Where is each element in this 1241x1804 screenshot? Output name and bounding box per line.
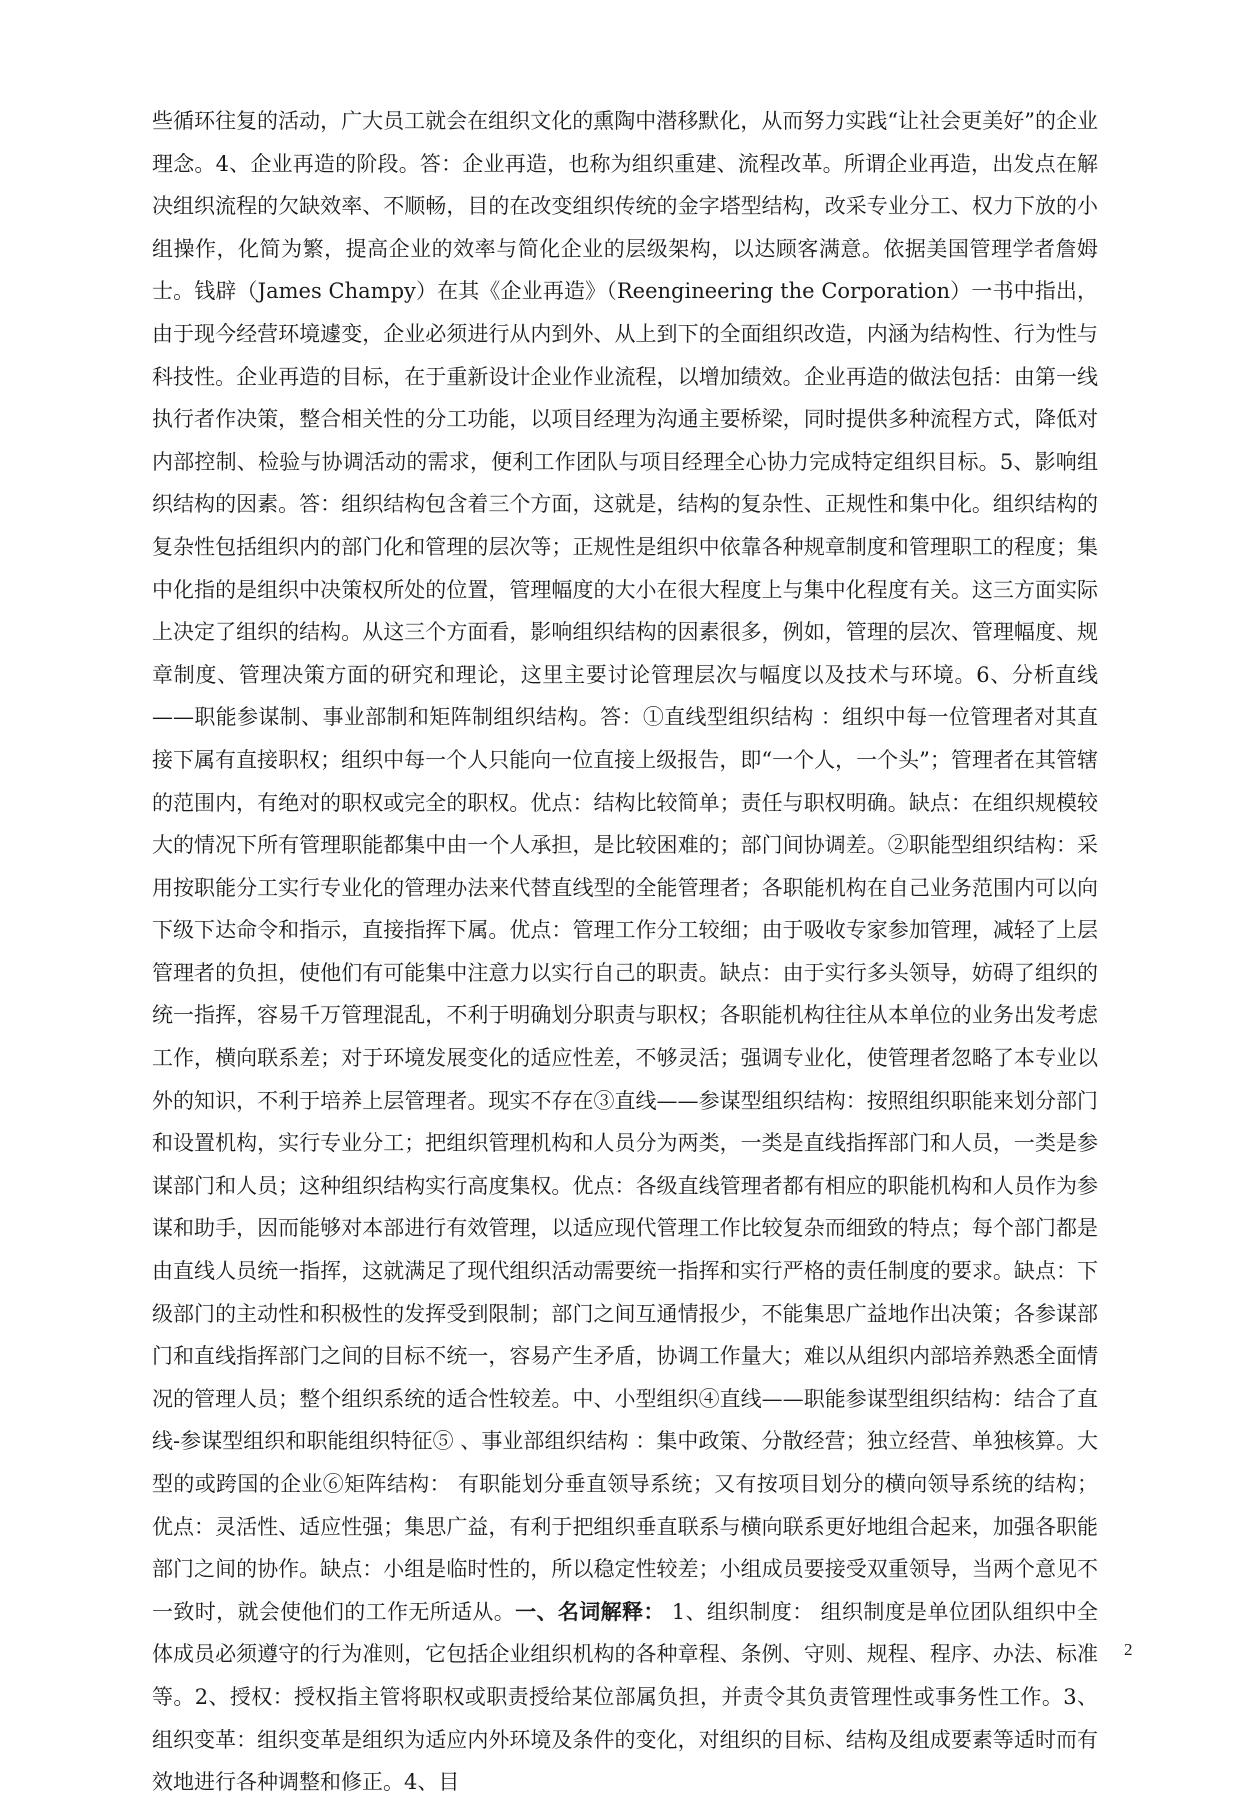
body-text-part-1: 些循环往复的活动，广大员工就会在组织文化的熏陶中潜移默化，从而努力实践“让社会更美好”的企业理念。4、企业再造的阶段。答：企业再造，也称为组织重建、流程改革。所谓企业再造，出发点在解决组织流程的欠缺效率、不顺畅，目的在改变组织传统的金字塔型结构，改采专业分工、权力下放的小组操作，化简为繁，提高企业的效率与简化企业的层级架构，以达顾客满意。依据美国管理学者詹姆士。钱辟（James Champy）在其《企业再造》（Reengineering the Corporation）一书中指出，由于现今经营环境遽变，企业必须进行从内到外、从上到下的全面组织改造，内涵为结构性、行为性与科技性。企业再造的目标，在于重新设计企业作业流程，以增加绩效。企业再造的做法包括：由第一线执行者作决策，整合相关性的分工功能，以项目经理为沟通主要桥梁，同时提供多种流程方式，降低对内部控制、检验与协调活动的需求，便利工作团队与项目经理全心协力完成特定组织目标。5、影响组织结构的因素。答：组织结构包含着三个方面，这就是，结构的复杂性、正规性和集中化。组织结构的复杂性包括组织内的部门化和管理的层次等；正规性是组织中依靠各种规章制度和管理职工的程度；集中化指的是组织中决策权所处的位置，管理幅度的大小在很大程度上与集中化程度有关。这三方面实际上决定了组织的结构。从这三个方面看，影响组织结构的因素很多，例如，管理的层次、管理幅度、规章制度、管理决策方面的研究和理论，这里主要讨论管理层次与幅度以及技术与环境。6、分析直线——职能参谋制、事业部制和矩阵制组织结构。答：①直线型组织结构 ：组织中每一位管理者对其直接下属有直接职权；组织中每一个人只能向一位直接上级报告，即“一个人，一个头”；管理者在其管辖的范围内，有绝对的职权或完全的职权。优点：结构比较简单；责任与职权明确。缺点：在组织规模较大的情况下所有管理职能都集中由一个人承担，是比较困难的；部门间协调差。②职能型组织结构：采用按职能分工实行专业化的管理办法来代替直线型的全能管理者；各职能机构在自己业务范围内可以向下级下达命令和指示，直接指挥下属。优点：管理工作分工较细；由于吸收专家参加管理，减轻了上层管理者的负担，使他们有可能集中注意力以实行自己的职责。缺点：由于实行多头领导，妨碍了组织的统一指挥，容易千万管理混乱，不利于明确划分职责与职权；各职能机构往往从本单位的业务出发考虑工作，横向联系差；对于环境发展变化的适应性差，不够灵活；强调专业化，使管理者忽略了本专业以外的知识，不利于培养上层管理者。现实不存在③直线——参谋型组织结构：按照组织职能来划分部门和设置机构，实行专业分工；把组织管理机构和人员分为两类，一类是直线指挥部门和人员，一类是参谋部门和人员；这种组织结构实行高度集权。优点：各级直线管理者都有相应的职能机构和人员作为参谋和助手，因而能够对本部进行有效管理，以适应现代管理工作比较复杂而细致的特点；每个部门都是由直线人员统一指挥，这就满足了现代组织活动需要统一指挥和实行严格的责任制度的要求。缺点：下级部门的主动性和积极性的发挥受到限制；部门之间互通情报少，不能集思广益地作出决策；各参谋部门和直线指挥部门之间的目标不统一，容易产生矛盾，协调工作量大；难以从组织内部培养熟悉全面情况的管理人员；整个组织系统的适合性较差。中、小型组织④直线——职能参谋型组织结构：结合了直线-参谋型组织和职能组织特征⑤ 、事业部组织结构 ：集中政策、分散经营；独立经营、单独核算。大型的或跨国的企业⑥矩阵结构： 有职能划分垂直领导系统；又有按项目划分的横向领导系统的结构； 优点：灵活性、适应性强；集思广益，有利于把组织垂直联系与横向联系更好地组合起来，加强各职能部门之间的协作。缺点：小组是临时性的，所以稳定性较差；小组成员要接受双重领导，当两个意见不一致时，就会使他们的工作无所适从。: [152, 109, 1098, 1624]
section-heading-terms: 一、名词解释：: [515, 1598, 665, 1624]
body-text-part-2: 1、组织制度： 组织制度是单位团队组织中全体成员必须遵守的行为准则，它包括企业组织机构的各种章程、条例、守则、规程、程序、办法、标准等。2、授权：授权指主管将职权或职责授给某位部属负担，并责令其负责管理性或事务性工作。3、组织变革：组织变革是组织为适应内外环境及条件的变化，对组织的目标、结构及组成要素等适时而有效地进行各种调整和修正。4、目: [152, 1599, 1099, 1795]
body-text: [152, 100, 1098, 1804]
page-number: 2: [1124, 1640, 1133, 1659]
